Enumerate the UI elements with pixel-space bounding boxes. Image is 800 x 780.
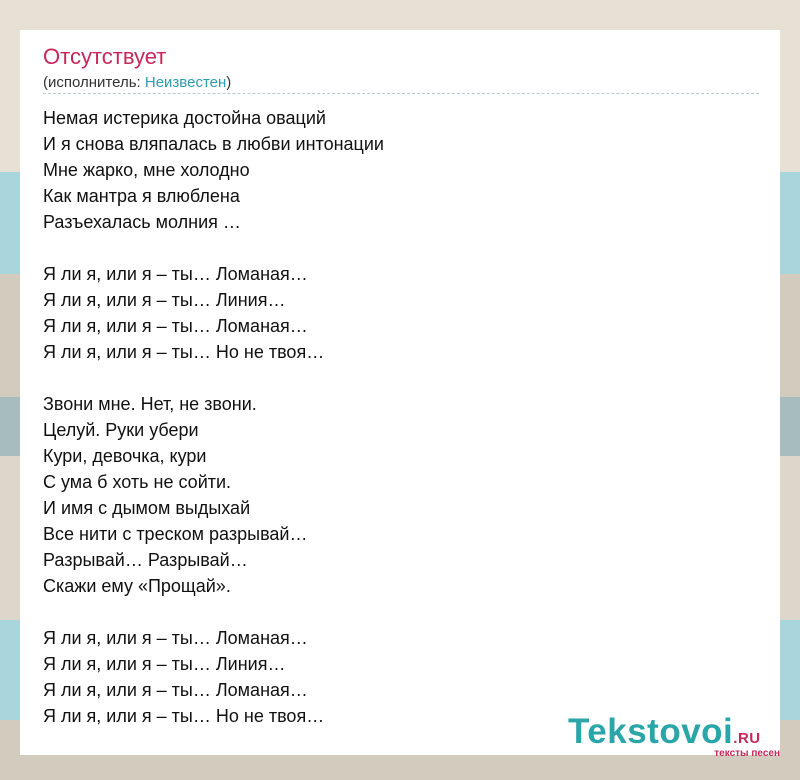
lyrics-body (43, 105, 743, 729)
lyric-line: С ума б хоть не сойти. (43, 472, 232, 492)
lyric-line: Я ли я, или я – ты… Ломаная… (43, 316, 308, 336)
lyric-line: Я ли я, или я – ты… Ломаная… (43, 628, 308, 648)
lyric-line: Разрывай… Разрывай… (43, 550, 248, 570)
lyric-line: Все нити с треском разрывай… (43, 524, 308, 544)
lyric-line: Звони мне. Нет, не звони. (43, 394, 257, 414)
song-title: Отсутствует (43, 44, 167, 69)
stanza (43, 105, 743, 235)
lyrics-card (20, 30, 780, 759)
site-logo[interactable] (568, 712, 788, 759)
logo-tld: .RU (733, 730, 761, 747)
artist-suffix: ) (226, 74, 232, 91)
lyric-line: И имя с дымом выдыхай (43, 498, 251, 518)
artist-prefix: (исполнитель: (43, 74, 145, 91)
lyric-line: Скажи ему «Прощай». (43, 576, 231, 596)
lyric-line: Я ли я, или я – ты… Но не твоя… (43, 342, 325, 362)
logo-name: Tekstovoi (568, 712, 734, 751)
lyric-line: Целуй. Руки убери (43, 420, 199, 440)
lyric-line: Я ли я, или я – ты… Ломаная… (43, 680, 308, 700)
artist-line (43, 74, 231, 92)
lyric-line: Мне жарко, мне холодно (43, 160, 250, 180)
title-divider (43, 93, 759, 94)
lyric-line: Кури, девочка, кури (43, 446, 207, 466)
lyric-line: Немая истерика достойна оваций (43, 108, 326, 128)
lyric-line: Я ли я, или я – ты… Линия… (43, 654, 286, 674)
lyric-line: Разъехалась молния … (43, 212, 241, 232)
lyric-line: И я снова вляпалась в любви интонации (43, 134, 384, 154)
logo-tagline: тексты песен (714, 748, 780, 759)
artist-link[interactable]: Неизвестен (144, 74, 227, 91)
stanza (43, 391, 743, 599)
lyric-line: Я ли я, или я – ты… Ломаная… (43, 264, 308, 284)
lyric-line: Я ли я, или я – ты… Но не твоя… (43, 706, 325, 726)
stanza (43, 261, 743, 365)
lyric-line: Я ли я, или я – ты… Линия… (43, 290, 286, 310)
lyric-line: Как мантра я влюблена (43, 186, 240, 206)
